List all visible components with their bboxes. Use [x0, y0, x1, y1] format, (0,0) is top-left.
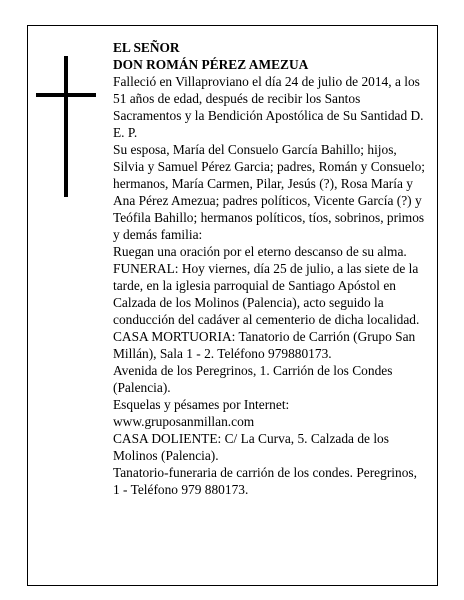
heading-line-1: EL SEÑOR	[113, 40, 180, 55]
funeral-home-info: Tanatorio-funeraria de carrión de los condes. Peregrinos, 1 - Teléfono 979 880173.	[113, 465, 417, 497]
casa-doliente: CASA DOLIENTE: C/ La Curva, 5. Calzada de los Molinos (Palencia).	[113, 431, 389, 463]
family-list: Su esposa, María del Consuelo García Bahillo; hijos, Silvia y Samuel Pérez Garcia; padres, Román y Consuelo; hermanos, María Carmen, Pilar, Jesús (?), Rosa María y Ana Pérez Amezua; padres políticos, Vicente García (?) y Teófila Bahillo; hermanos políticos, tíos, sobrinos, primos y demás familia:	[113, 142, 426, 242]
obituary-text	[113, 39, 425, 498]
address-line: Avenida de los Peregrinos, 1. Carrión de los Condes (Palencia).	[113, 363, 393, 395]
deceased-name: DON ROMÁN PÉREZ AMEZUA	[113, 57, 309, 72]
death-announcement: Falleció en Villaproviano el día 24 de julio de 2014, a los 51 años de edad, después de recibir los Santos Sacramentos y la Bendición Apostólica de Su Santidad D. E. P.	[113, 74, 424, 140]
casa-mortuoria: CASA MORTUORIA: Tanatorio de Carrión (Grupo San Millán), Sala 1 - 2. Teléfono 979880173.	[113, 329, 416, 361]
funeral-details: FUNERAL: Hoy viernes, día 25 de julio, a las siete de la tarde, en la iglesia parroquial de Santiago Apóstol en Calzada de los Molinos (Palencia), acto seguido la conducción del cadáver al cementerio de dicha localidad.	[113, 261, 420, 327]
internet-condolences: Esquelas y pésames por Internet: www.gruposanmillan.com	[113, 397, 290, 429]
cross-horizontal-bar	[36, 93, 96, 97]
prayer-request: Ruegan una oración por el eterno descanso de su alma.	[113, 244, 407, 259]
cross-vertical-bar	[64, 56, 68, 197]
